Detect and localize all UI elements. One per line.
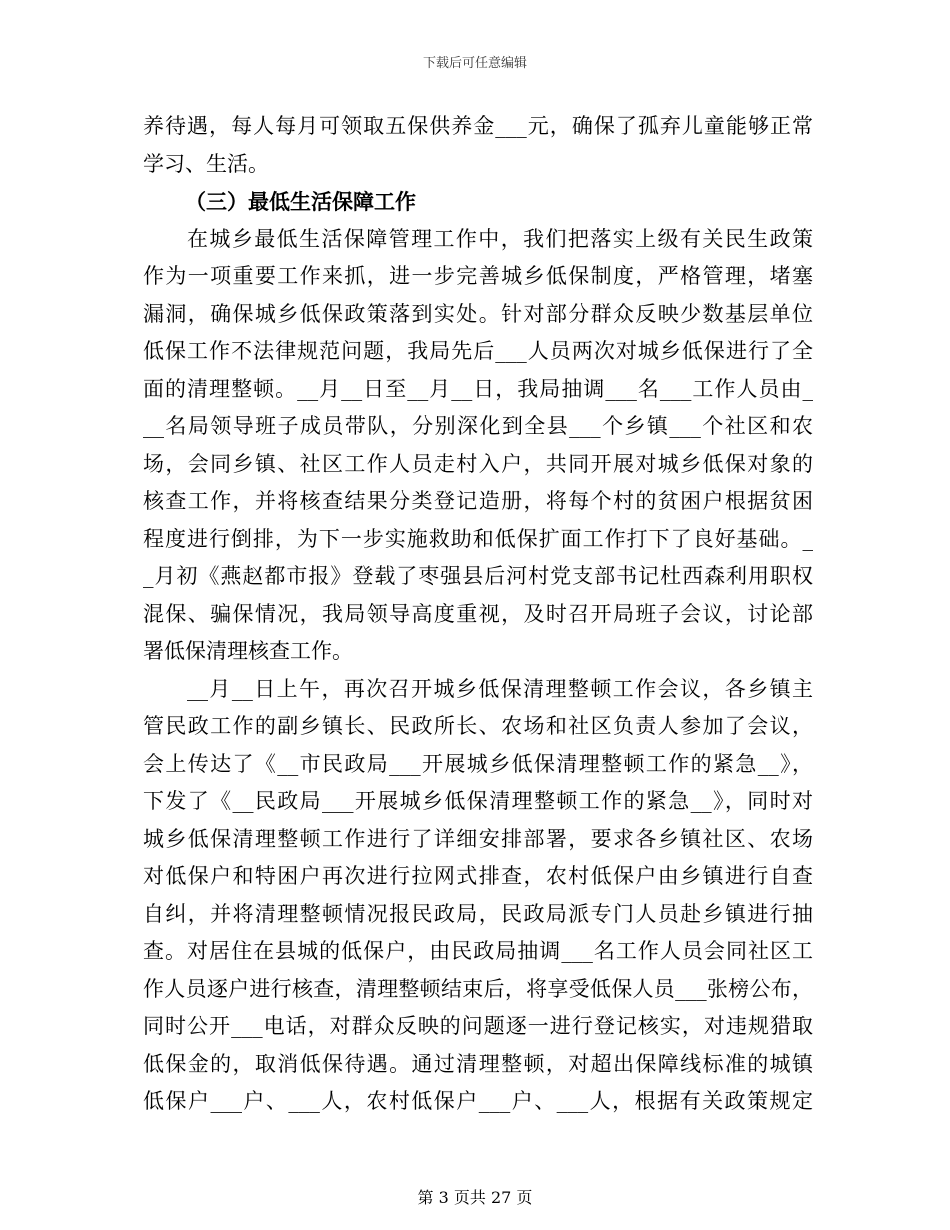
text-line: 场，会同乡镇、社区工作人员走村入户，共同开展对城乡低保对象的	[143, 451, 813, 476]
document-body	[143, 108, 813, 1121]
text-line: _月初《燕赵都市报》登载了枣强县后河村党支部书记杜西森利用职权	[143, 564, 813, 588]
page-number: 第 3 页共 27 页	[417, 1188, 533, 1207]
section-heading: （三）最低生活保障工作	[185, 189, 416, 214]
text-line: 查。对居住在县城的低保户，由民政局抽调___名工作人员会同社区工	[143, 939, 813, 963]
page-header: 下载后可任意编辑	[422, 56, 527, 71]
text-line: 在城乡最低生活保障管理工作中，我们把落实上级有关民生政策	[187, 226, 813, 251]
text-line: 作人员逐户进行核查，清理整顿结束后，将享受低保人员___张榜公布，	[143, 976, 813, 1001]
text-line: 养待遇，每人每月可领取五保供养金___元，确保了孤弃儿童能够正常	[143, 114, 813, 138]
text-line: 面的清理整顿。__月__日至__月__日，我局抽调___名___工作人员由_	[143, 376, 813, 401]
text-line: 学习、生活。	[143, 151, 269, 176]
text-line: 管民政工作的副乡镇长、民政所长、农场和社区负责人参加了会议，	[143, 714, 813, 738]
text-line: 自纠，并将清理整顿情况报民政局，民政局派专门人员赴乡镇进行抽	[143, 901, 813, 926]
text-line: 作为一项重要工作来抓，进一步完善城乡低保制度，严格管理，堵塞	[143, 264, 813, 288]
text-line: 对低保户和特困户再次进行拉网式排查，农村低保户由乡镇进行自查	[143, 864, 813, 888]
text-line: 混保、骗保情况，我局领导高度重视，及时召开局班子会议，讨论部	[143, 601, 813, 626]
text-line: 署低保清理核查工作。	[143, 639, 353, 663]
text-line: 会上传达了《__市民政局___开展城乡低保清理整顿工作的紧急__》，	[143, 751, 813, 776]
text-line: 低保户___户、___人，农村低保户___户、___人，根据有关政策规定	[143, 1089, 813, 1113]
text-line: __名局领导班子成员带队，分别深化到全县___个乡镇___个社区和农	[143, 414, 813, 438]
text-line: 核查工作，并将核查结果分类登记造册，将每个村的贫困户根据贫困	[143, 489, 813, 513]
text-line: 城乡低保清理整顿工作进行了详细安排部署，要求各乡镇社区、农场	[143, 826, 813, 851]
text-line: 低保金的，取消低保待遇。通过清理整顿，对超出保障线标准的城镇	[143, 1051, 813, 1076]
text-line: __月__日上午，再次召开城乡低保清理整顿工作会议，各乡镇主	[187, 676, 813, 701]
text-line: 同时公开___电话，对群众反映的问题逐一进行登记核实，对违规猎取	[143, 1014, 813, 1038]
text-line: 下发了《__民政局___开展城乡低保清理整顿工作的紧急__》，同时对	[143, 789, 813, 813]
text-line: 低保工作不法律规范问题，我局先后___人员两次对城乡低保进行了全	[143, 339, 813, 363]
text-line: 程度进行倒排，为下一步实施救助和低保扩面工作打下了良好基础。_	[143, 526, 813, 551]
text-line: 漏洞，确保城乡低保政策落到实处。针对部分群众反映少数基层单位	[143, 301, 813, 326]
